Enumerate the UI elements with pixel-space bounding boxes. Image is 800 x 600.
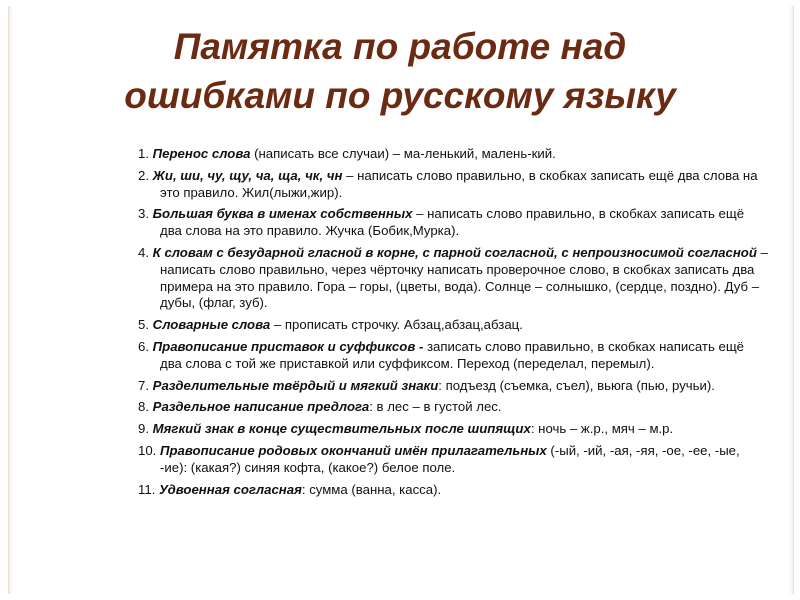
list-item xyxy=(138,146,768,163)
list-item xyxy=(138,482,768,499)
rule-name: Правописание родовых окончаний имён прилагательных xyxy=(160,442,547,458)
list-item xyxy=(138,339,768,373)
list-item xyxy=(138,443,768,477)
rule-name: Разделительные твёрдый и мягкий знаки xyxy=(152,377,439,393)
list-item xyxy=(138,206,768,240)
item-number: 11. xyxy=(138,481,160,497)
rule-text: записать слово правильно, в скобках написать ещё два слова с той же приставкой или суффиксом. Переход (переделал, перемыл). xyxy=(160,338,745,371)
item-number: 9. xyxy=(138,421,153,437)
item-number: 8. xyxy=(138,399,153,415)
item-number: 2. xyxy=(138,167,153,183)
rule-name: Жи, ши, чу, щу, ча, ща, чк, чн xyxy=(152,167,343,183)
item-number: 5. xyxy=(138,317,153,333)
list-item xyxy=(138,378,768,395)
rule-name: Правописание приставок и суффиксов - xyxy=(152,338,424,354)
list-item xyxy=(138,399,768,416)
item-number: 7. xyxy=(138,377,153,393)
item-number: 3. xyxy=(138,206,153,222)
item-number: 1. xyxy=(138,146,153,161)
rule-name: Раздельное написание предлога xyxy=(152,399,370,415)
rule-text: : в лес – в густой лес. xyxy=(369,399,502,415)
rule-text: : ночь – ж.р., мяч – м.р. xyxy=(530,421,674,437)
rule-text: – написать слово правильно, в скобках записать ещё два слова на это правило. Жил(лыжи,жир). xyxy=(160,167,758,200)
page-title xyxy=(60,22,740,120)
item-number: 6. xyxy=(138,338,153,354)
rule-text: (написать все случаи) – ма-ленький, малень-кий. xyxy=(250,146,556,161)
list-item xyxy=(138,245,768,312)
rule-text: – написать слово правильно, через чёрточку написать проверочное слово, в скобках записать два примера на это правило. Гора – горы, (цветы, вода). Солнце – солнышко, (сердце, поздно). Дуб – дубы, (флаг, зуб). xyxy=(160,244,768,311)
rule-name: Перенос слова xyxy=(152,146,251,161)
item-number: 10. xyxy=(138,442,160,458)
list-item xyxy=(138,168,768,202)
list-item xyxy=(138,317,768,334)
rules-list xyxy=(138,146,768,503)
rule-text: : подъезд (съемка, съел), вьюга (пью, ручьи). xyxy=(438,377,715,393)
title-line-1: Памятка по работе над xyxy=(173,26,627,67)
rule-text: – прописать строчку. Абзац,абзац,абзац. xyxy=(270,317,523,333)
rule-text: – написать слово правильно, в скобках записать ещё два слова на это правило. Жучка (Бобик,Мурка). xyxy=(160,206,745,239)
title-line-2: ошибками по русскому языку xyxy=(124,75,676,116)
rule-name: Мягкий знак в конце существительных после шипящих xyxy=(152,421,531,437)
rule-name: Большая буква в именах собственных xyxy=(152,206,413,222)
rule-name: Удвоенная согласная xyxy=(159,481,302,497)
item-number: 4. xyxy=(138,244,153,260)
rule-text: (-ый, -ий, -ая, -яя, -ое, -ее, -ые, -ие): (какая?) синяя кофта, (какое?) белое поле. xyxy=(160,442,740,475)
rule-text: : сумма (ванна, касса). xyxy=(301,481,442,497)
rule-name: Словарные слова xyxy=(152,317,271,333)
list-item xyxy=(138,421,768,438)
rule-name: К словам с безударной гласной в корне, с парной согласной, с непроизносимой согласной xyxy=(152,244,757,260)
